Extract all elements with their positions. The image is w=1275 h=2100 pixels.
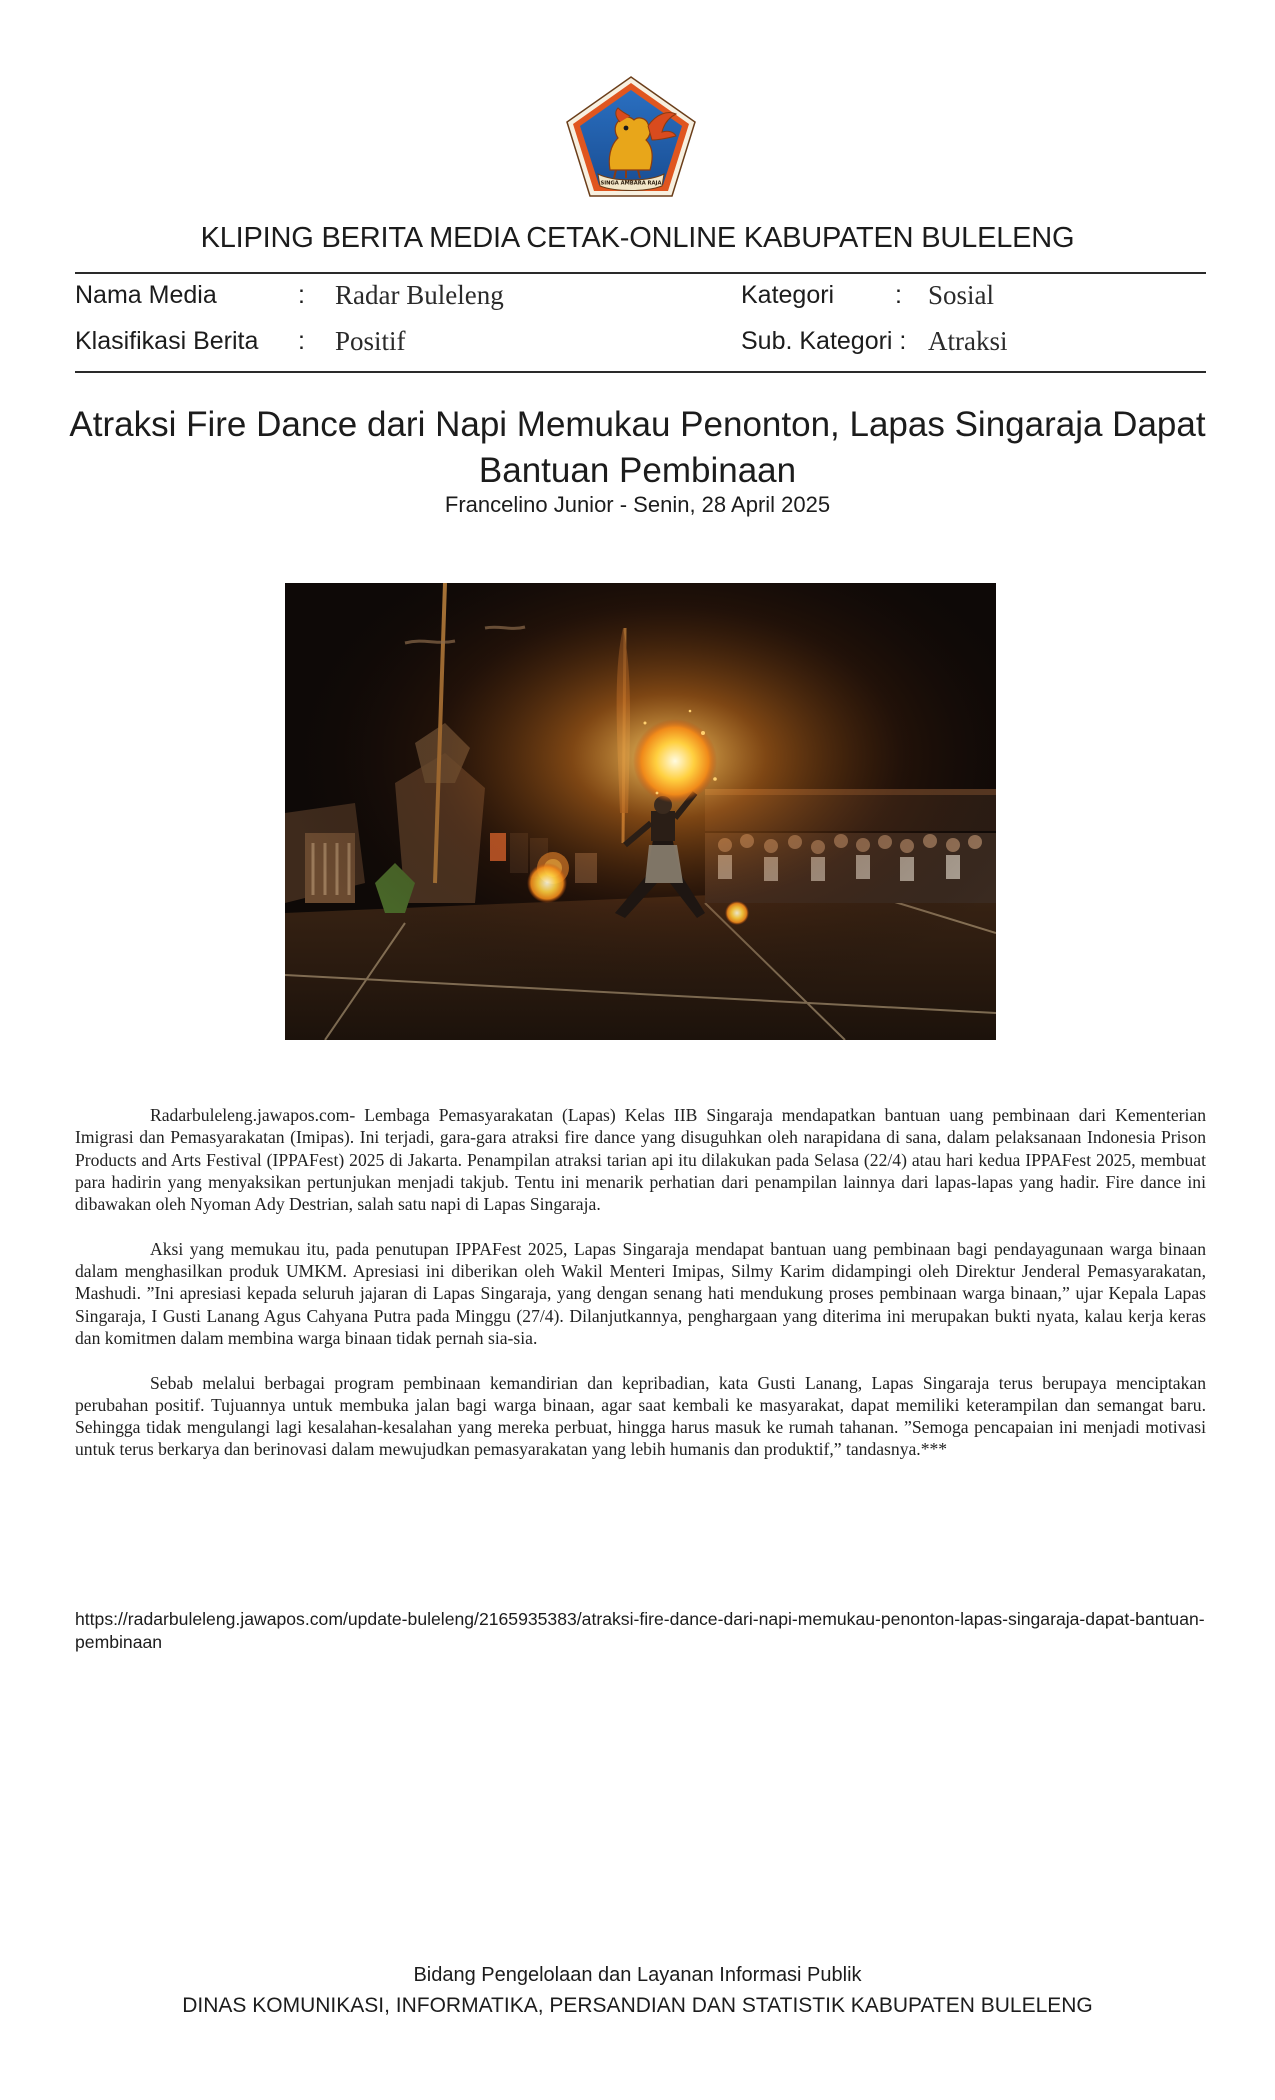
article-source-url[interactable]: https://radarbuleleng.jawapos.com/update-buleleng/2165935383/atraksi-fire-dance-dari-napi-memukau-penonton-lapas-singaraja-dapat-bantuan-pembinaan <box>75 1609 1205 1652</box>
classification-value: Positif <box>335 326 406 356</box>
category-colon: : <box>895 281 902 309</box>
subcategory-label: Sub. Kategori : <box>741 327 907 355</box>
classification-colon: : <box>298 327 305 355</box>
article-paragraph: Sebab melalui berbagai program pembinaan kemandirian dan kepribadian, kata Gusti Lanang, Lapas Singaraja terus berupaya menciptakan perubahan positif. Tujuannya untuk membuka jalan bagi warga binaan, agar saat kembali ke masyarakat, dapat memiliki keterampilan dan semangat baru. Sehingga tidak mengulangi lagi kesalahan-kesalahan yang mereka perbuat, hingga harus masuk ke rumah tahanan. ”Semoga pencapaian ini menjadi motivasi untuk terus berkarya dan berinovasi dalam mewujudkan pemasyarakatan yang lebih humanis dan produktif,” tandasnya.*** <box>75 1372 1206 1460</box>
meta-row-media <box>75 278 1206 314</box>
emblem-banner-text: SINGA AMBARA RAJA <box>600 180 662 187</box>
media-name-label: Nama Media <box>75 281 217 309</box>
footer-department: DINAS KOMUNIKASI, INFORMATIKA, PERSANDIAN DAN STATISTIK KABUPATEN BULELENG <box>182 1994 1093 2017</box>
article-paragraph: Aksi yang memukau itu, pada penutupan IPPAFest 2025, Lapas Singaraja mendapat bantuan uang pembinaan bagi pendayagunaan warga binaan dalam menghasilkan produk UMKM. Apresiasi ini diberikan oleh Wakil Menteri Imipas, Silmy Karim didampingi oleh Direktur Jenderal Pemasyarakatan, Mashudi. ”Ini apresiasi kepada seluruh jajaran di Lapas Singaraja, yang dengan senang hati mendukung proses pembinaan warga binaan,” ujar Kepala Lapas Singaraja, I Gusti Lanang Agus Cahyana Putra pada Minggu (27/4). Dilanjutkannya, penghargaan yang diterima ini merupakan bukti nyata, kalau kerja keras dan komitmen dalam membina warga binaan tidak pernah sia-sia. <box>75 1238 1206 1348</box>
regency-emblem-logo <box>564 74 698 200</box>
classification-label: Klasifikasi Berita <box>75 327 259 355</box>
article-body <box>75 1104 1206 1483</box>
fire-dance-photo-icon <box>285 583 996 1040</box>
footer-division: Bidang Pengelolaan dan Layanan Informasi Publik <box>413 1964 862 1986</box>
clipping-header-title: KLIPING BERITA MEDIA CETAK-ONLINE KABUPATEN BULELENG <box>200 222 1075 254</box>
category-value: Sosial <box>928 280 995 310</box>
meta-row-classification <box>75 324 1206 360</box>
media-name-value: Radar Buleleng <box>335 280 504 310</box>
media-name-colon: : <box>298 281 305 309</box>
article-title: Atraksi Fire Dance dari Napi Memukau Penonton, Lapas Singaraja Dapat Bantuan Pembinaan <box>69 405 1206 490</box>
article-paragraph: Radarbuleleng.jawapos.com- Lembaga Pemasyarakatan (Lapas) Kelas IIB Singaraja mendapatkan bantuan uang pembinaan dari Kementerian Imigrasi dan Pemasyarakatan (Imipas). Ini terjadi, gara-gara atraksi fire dance yang disuguhkan oleh narapidana di sana, dalam pelaksanaan Indonesia Prison Products and Arts Festival (IPPAFest) 2025 di Jakarta. Penampilan atraksi tarian api itu dilakukan pada Selasa (22/4) atau hari kedua IPPAFest 2025, membuat para hadirin yang menyaksikan pertunjukan menjadi takjub. Tentu ini menarik perhatian dari penampilan lainnya dari lapas-lapas yang hadir. Fire dance ini dibawakan oleh Nyoman Ady Destrian, salah satu napi di Lapas Singaraja. <box>75 1105 1206 1215</box>
article-byline: Francelino Junior - Senin, 28 April 2025 <box>444 492 831 517</box>
singa-ambara-raja-emblem-icon <box>564 74 698 200</box>
article-photo <box>285 583 996 1040</box>
header-top-divider <box>75 272 1206 274</box>
subcategory-value: Atraksi <box>928 326 1008 356</box>
category-label: Kategori <box>741 281 835 309</box>
header-bottom-divider <box>75 371 1206 373</box>
